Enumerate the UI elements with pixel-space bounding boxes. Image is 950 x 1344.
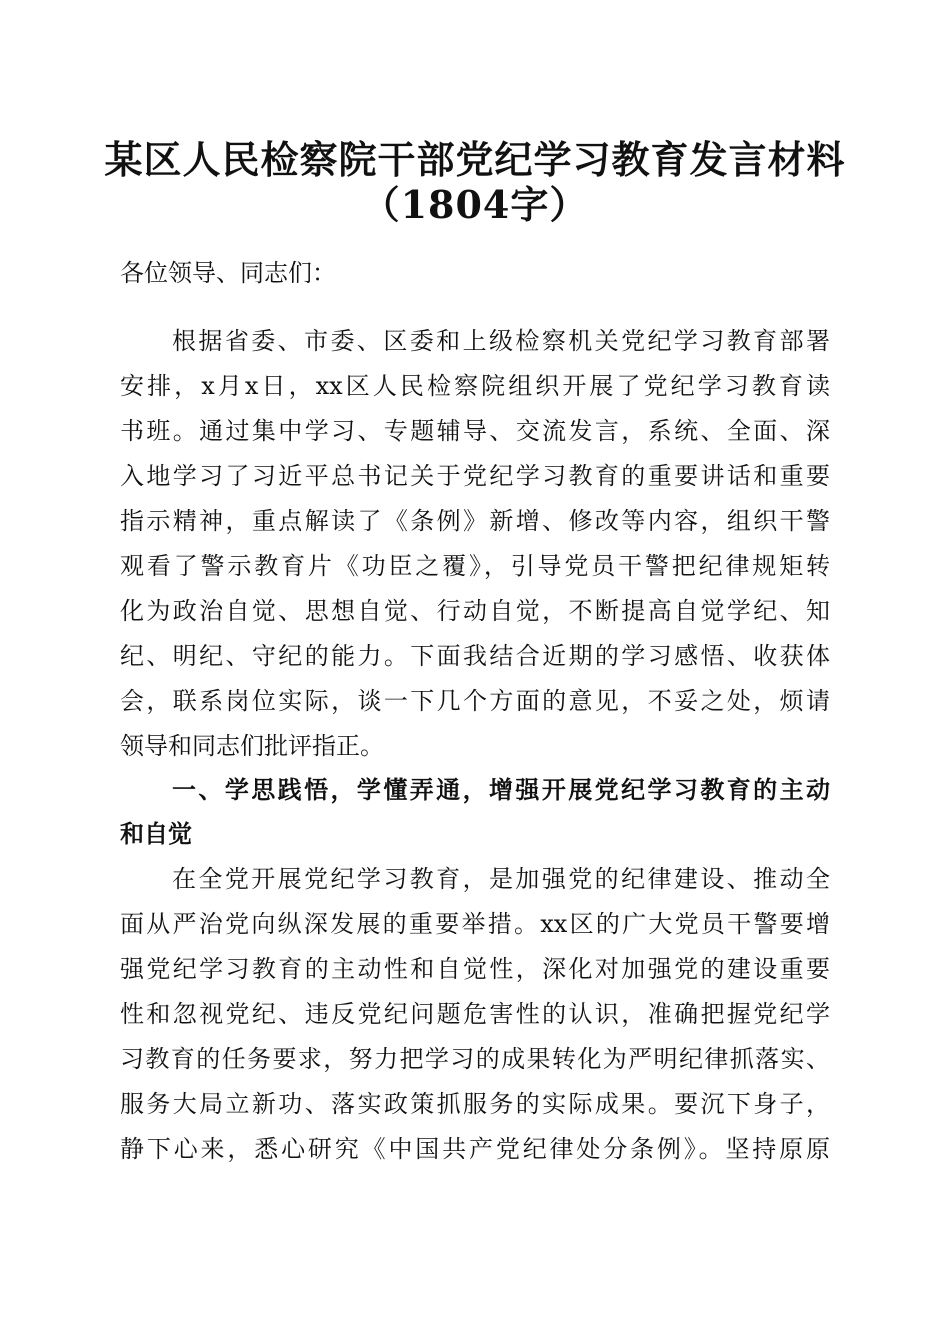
paragraph-line: 服务大局立新功、落实政策抓服务的实际成果。要沉下身子， <box>120 1090 830 1118</box>
document-title: 某区人民检察院干部党纪学习教育发言材料 <box>104 137 846 182</box>
paragraph-line: 书班。通过集中学习、专题辅导、交流发言，系统、全面、深 <box>120 417 830 445</box>
paragraph-line: 强党纪学习教育的主动性和自觉性，深化对加强党的建设重要 <box>120 955 830 983</box>
paragraph-line: 会，联系岗位实际，谈一下几个方面的意见，不妥之处，烦请 <box>120 687 830 715</box>
section-heading: 一、学思践悟，学懂弄通，增强开展党纪学习教育的主动 <box>172 776 830 804</box>
document-word-count: （1804字） <box>361 182 589 227</box>
paragraph-line: 根据省委、市委、区委和上级检察机关党纪学习教育部署 <box>172 327 830 355</box>
paragraph-line: 性和忽视党纪、违反党纪问题危害性的认识，准确把握党纪学 <box>120 1000 830 1028</box>
paragraph-line: 纪、明纪、守纪的能力。下面我结合近期的学习感悟、收获体 <box>120 642 830 670</box>
paragraph-line: 领导和同志们批评指正。 <box>120 732 384 760</box>
paragraph-line: 安排，x月x日，xx区人民检察院组织开展了党纪学习教育读 <box>120 372 830 400</box>
paragraph-line: 静下心来，悉心研究《中国共产党纪律处分条例》。坚持原原 <box>120 1135 830 1163</box>
paragraph-line: 习教育的任务要求，努力把学习的成果转化为严明纪律抓落实、 <box>120 1045 830 1073</box>
paragraph-line: 指示精神，重点解读了《条例》新增、修改等内容，组织干警 <box>120 507 830 535</box>
paragraph-line: 化为政治自觉、思想自觉、行动自觉，不断提高自觉学纪、知 <box>120 597 830 625</box>
paragraph-line: 观看了警示教育片《功臣之覆》，引导党员干警把纪律规矩转 <box>120 552 830 580</box>
paragraph-line: 面从严治党向纵深发展的重要举措。xx区的广大党员干警要增 <box>120 910 830 938</box>
paragraph-line: 在全党开展党纪学习教育，是加强党的纪律建设、推动全 <box>172 865 830 893</box>
greeting: 各位领导、同志们： <box>120 259 336 287</box>
section-heading: 和自觉 <box>120 820 192 848</box>
paragraph-line: 入地学习了习近平总书记关于党纪学习教育的重要讲话和重要 <box>120 462 830 490</box>
